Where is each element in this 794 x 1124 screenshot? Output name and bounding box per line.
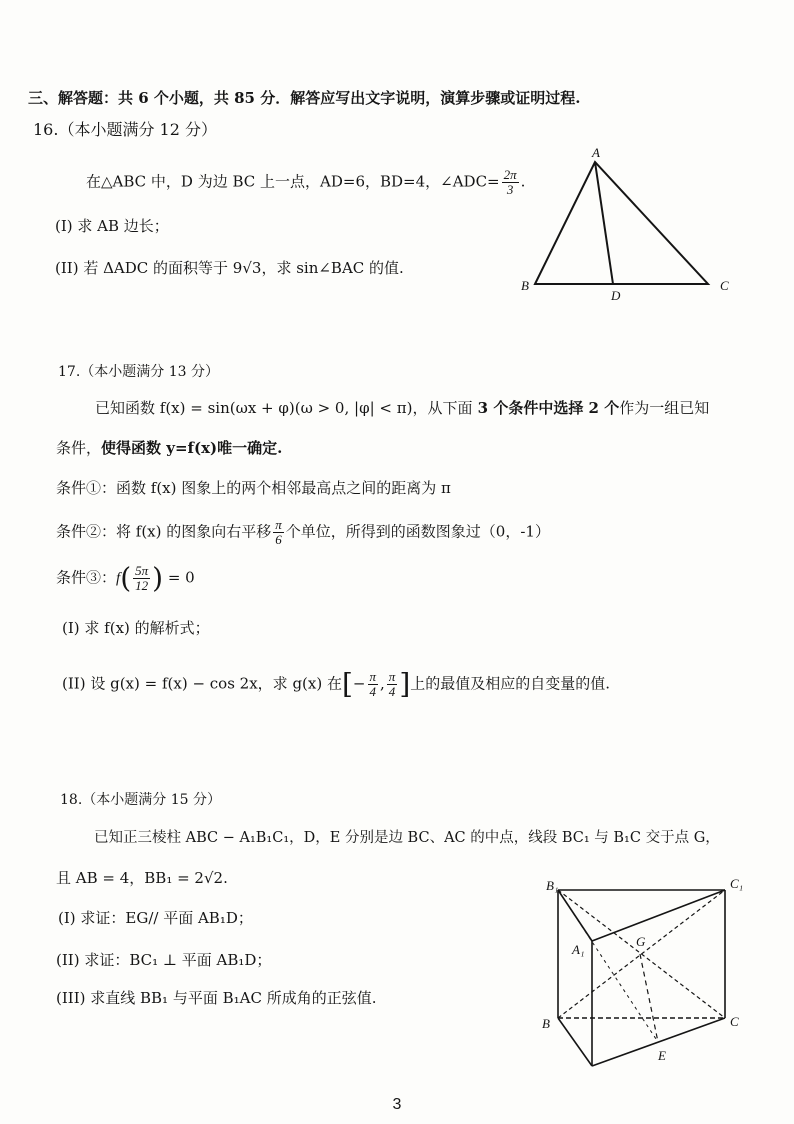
q17-stem-bold: 3 个条件中选择 2 个 <box>472 399 620 417</box>
q17-cond2-den: 6 <box>275 532 282 547</box>
q17-interval-num1: π <box>369 669 377 684</box>
q17-part1: (I) 求 f(x) 的解析式； <box>62 619 210 637</box>
q16-frac-den: 3 <box>506 182 514 197</box>
q17-stem-line1 <box>95 398 709 418</box>
q17-cond3-lparen: ( <box>120 561 132 595</box>
q17-cond3-num: 5π <box>135 563 149 578</box>
q17-cond2-fraction <box>273 518 284 547</box>
q17-interval-num2: π <box>388 669 396 684</box>
label-a1: A₁ <box>572 942 585 957</box>
q17-cond2-text: 条件②：将 f(x) 的图象向右平移 <box>56 522 272 541</box>
q17-interval-frac1 <box>368 670 379 699</box>
q17-cond3-rparen: ) <box>152 561 164 595</box>
q17-title: 17.（本小题满分 13 分） <box>58 364 219 380</box>
q17-cond3-fraction <box>133 564 150 593</box>
q16-triangle-figure <box>515 140 745 303</box>
q18-prism-figure <box>540 878 770 1068</box>
q18-part3: (III) 求直线 BB₁ 与平面 B₁AC 所成角的正弦值. <box>56 989 377 1007</box>
q18-part2: (II) 求证：BC₁ ⊥ 平面 AB₁D； <box>56 951 272 969</box>
q18-stem-line2: 且 AB = 4，BB₁ = 2√2. <box>56 869 228 887</box>
q18-stem-line1: 已知正三棱柱 ABC − A₁B₁C₁，D，E 分别是边 BC、AC 的中点，线段 BC₁ 与 B₁C 交于点 G， <box>94 830 720 846</box>
q17-part2-text2: 上的最值及相应的自变量的值. <box>410 674 611 693</box>
q17-cond3-text2: = 0 <box>163 568 195 587</box>
segment-ge <box>640 954 658 1042</box>
q17-interval-comma: , <box>380 674 385 693</box>
q17-cond3-f: f <box>116 570 121 587</box>
triangle-abc <box>535 162 708 284</box>
q17-interval-den2: 4 <box>388 684 396 699</box>
q17-part2-text: (II) 设 g(x) = f(x) − cos 2x，求 g(x) 在 <box>62 674 342 693</box>
q17-stem-text3: 条件， <box>56 439 102 457</box>
label-b1: B₁ <box>546 878 559 893</box>
q17-cond2-num: π <box>275 517 282 532</box>
q16-frac-num: 2π <box>503 167 517 182</box>
q17-interval-lbracket: [ <box>341 667 353 701</box>
q17-interval-den1: 4 <box>369 684 376 699</box>
label-c: C <box>720 278 729 293</box>
q16-title: 16.（本小题满分 12 分） <box>33 120 217 139</box>
label-a: A <box>592 145 600 160</box>
q17-stem-text2: 作为一组已知 <box>619 399 710 417</box>
q17-interval-frac2 <box>387 670 398 699</box>
q17-stem-text: 已知函数 f(x) = sin(ωx + φ)(ω > 0, |φ| < π)，从下面 <box>95 399 473 417</box>
q17-part2 <box>62 667 611 701</box>
q17-cond3-den: 12 <box>135 578 149 593</box>
label-c: C <box>730 1014 739 1029</box>
q18-title: 18.（本小题满分 15 分） <box>60 792 221 808</box>
q17-interval-rbracket: ] <box>399 667 411 701</box>
q17-stem-line2 <box>56 438 282 458</box>
q16-stem <box>86 168 525 197</box>
segment-ad <box>595 162 613 284</box>
q16-stem-text: 在△ABC 中，D 为边 BC 上一点，AD=6，BD=4，∠ADC= <box>86 172 500 191</box>
q17-condition1: 条件①：函数 f(x) 图象上的两个相邻最高点之间的距离为 π <box>56 479 451 497</box>
label-d: D <box>611 288 621 303</box>
section-header: 三、解答题：共 6 个小题，共 85 分．解答应写出文字说明，演算步骤或证明过程. <box>28 89 581 107</box>
label-b: B <box>542 1016 550 1031</box>
q16-part2: (II) 若 ΔADC 的面积等于 9√3，求 sin∠BAC 的值. <box>55 259 404 277</box>
label-g: G <box>636 934 646 949</box>
edge-a1c1 <box>592 890 725 941</box>
page-number: 3 <box>392 1096 402 1113</box>
q16-part1: (I) 求 AB 边长； <box>55 217 169 235</box>
q17-cond2-text2: 个单位，所得到的函数图象过（0，-1） <box>285 522 550 541</box>
q17-stem-bold2: 使得函数 y=f(x)唯一确定. <box>101 439 283 457</box>
q16-stem-end: . <box>520 172 526 191</box>
q17-interval-minus: − <box>352 674 366 693</box>
label-c1: C₁ <box>730 876 744 891</box>
label-b: B <box>521 278 529 293</box>
edge-ba <box>558 1018 592 1066</box>
q17-cond3-text: 条件③： <box>56 568 117 587</box>
q18-part1: (I) 求证：EG// 平面 AB₁D； <box>58 909 253 927</box>
label-e: E <box>658 1048 666 1063</box>
q17-condition3 <box>56 561 195 595</box>
q17-condition2 <box>56 518 550 547</box>
